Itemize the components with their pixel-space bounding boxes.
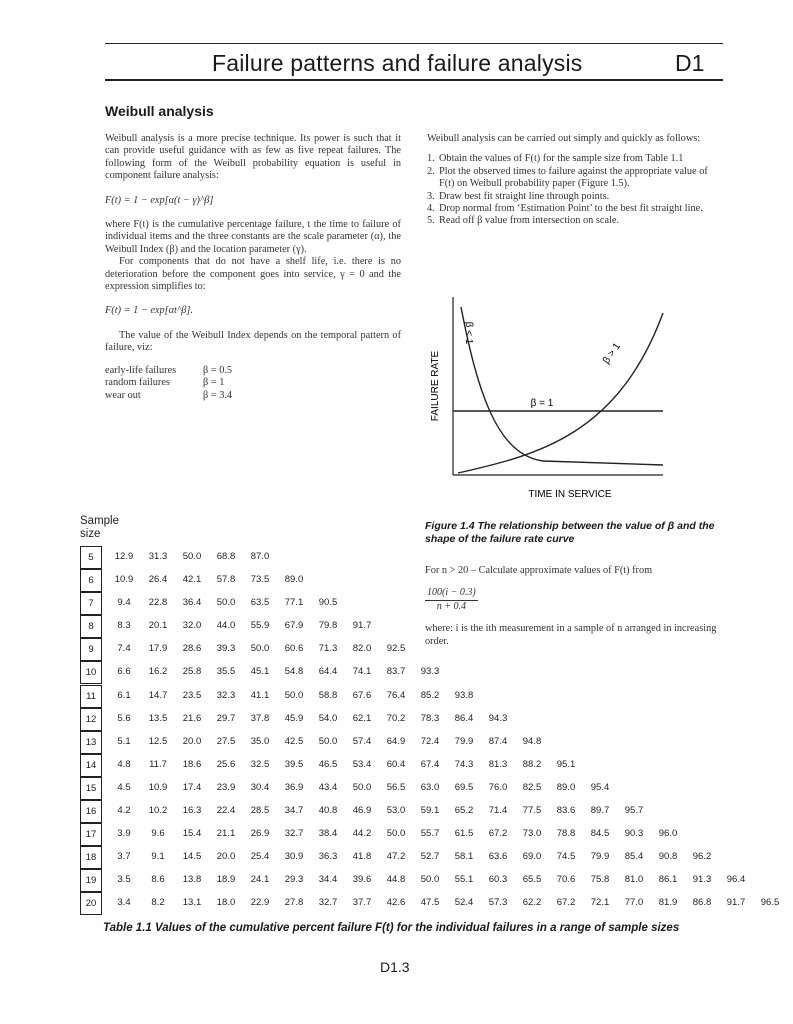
table-cell: 62.1 [352,712,372,724]
table-cell: 44.0 [216,620,236,632]
table-cell: 67.2 [556,897,576,909]
table-cell: 44.8 [386,874,406,886]
table-row [80,846,780,869]
table-cell: 81.3 [488,758,508,770]
table-cell: 52.4 [454,897,474,909]
table-cell: 64.4 [318,666,338,678]
table-cell: 18.9 [216,874,236,886]
table-cell: 11.7 [149,758,167,770]
table-cell: 58.8 [318,689,338,701]
table-cell: 32.0 [182,620,202,632]
table-cell: 79.8 [318,620,338,632]
list-item: 1. Obtain the values of F(t) for the sample size from Table 1.1 [427,153,684,165]
table-cell: 84.5 [590,828,610,840]
table-cell: 39.6 [352,874,372,886]
table-cell: 72.1 [590,897,610,909]
table-cell: 71.3 [318,643,338,655]
table-cell: 46.5 [318,758,338,770]
table-cell: 67.2 [488,828,508,840]
table-cell: 22.8 [148,597,168,609]
table-cell: 16.2 [148,666,168,678]
table-cell: 4.2 [117,805,131,817]
table-cell: 54.0 [318,712,338,724]
label-beta-less-than-1: β < 1 [463,321,474,345]
table-caption: Table 1.1 Values of the cumulative percent failure F(t) for the individual failures in a range of sample sizes [103,922,680,934]
label-beta-equals-1: β = 1 [530,398,554,409]
table-cell: 6.1 [117,689,131,701]
failure-table [80,546,780,916]
table-cell: 20.0 [216,851,236,863]
table-cell: 3.7 [117,851,131,863]
table-cell: 79.9 [590,851,610,863]
table-cell: 89.0 [284,574,304,586]
table-cell: 45.9 [284,712,304,724]
table-cell: 13.1 [182,897,202,909]
shelf-life-paragraph: For components that do not have a shelf life, i.e. there is no deterioration before the component goes into service, γ = 0 and the expression simplifies to: [105,256,401,293]
table-cell: 10.2 [148,805,168,817]
table-cell: 8.3 [117,620,131,632]
page-title: Failure patterns and failure analysis [212,50,583,76]
table-cell: 77.5 [522,805,542,817]
table-cell: 95.7 [624,805,644,817]
table-cell: 8.2 [151,897,165,909]
table-cell: 54.8 [284,666,304,678]
table-cell: 77.1 [284,597,304,609]
table-row [80,592,780,615]
table-cell: 25.4 [250,851,270,863]
table-cell: 40.8 [318,805,338,817]
table-cell: 63.0 [420,781,440,793]
sample-size-cell: 15 [80,777,102,800]
table-row [80,638,780,661]
table-cell: 34.7 [284,805,304,817]
table-cell: 36.9 [284,781,304,793]
table-cell: 57.3 [488,897,508,909]
table-cell: 90.3 [624,828,644,840]
sample-size-cell: 20 [80,892,102,915]
table-cell: 79.9 [454,735,474,747]
table-cell: 87.4 [488,735,508,747]
sample-size-cell: 6 [80,569,102,592]
table-cell: 91.7 [352,620,372,632]
table-cell: 5.1 [117,735,131,747]
header-top-rule [105,43,723,44]
table-cell: 95.1 [556,758,576,770]
table-cell: 36.4 [182,597,202,609]
sample-size-cell: 10 [80,661,102,684]
table-cell: 10.9 [114,574,134,586]
table-cell: 39.5 [284,758,304,770]
table-cell: 22.4 [216,805,236,817]
table-cell: 32.5 [250,758,270,770]
label-beta-greater-than-1: β > 1 [600,341,623,367]
beta-value-list [105,365,401,402]
table-cell: 41.1 [250,689,270,701]
table-cell: 65.2 [454,805,474,817]
table-row [80,569,780,592]
table-cell: 89.7 [590,805,610,817]
table-cell: 83.6 [556,805,576,817]
sample-size-cell: 19 [80,869,102,892]
table-cell: 50.0 [420,874,440,886]
table-cell: 53.0 [386,805,406,817]
table-cell: 90.5 [318,597,338,609]
table-cell: 50.0 [352,781,372,793]
table-cell: 83.7 [386,666,406,678]
table-cell: 86.8 [692,897,712,909]
sample-size-cell: 17 [80,823,102,846]
table-cell: 67.9 [284,620,304,632]
definition-paragraph: where F(t) is the cumulative percentage failure, t the time to failure of individual items and the three constants are the scale parameter (α), the Weibull Index (β) and the location parameter (γ). [105,219,401,255]
table-cell: 85.2 [420,689,440,701]
table-cell: 42.5 [284,735,304,747]
weibull-formula: F(t) = 1 − exp[α(t − γ)^β] [105,194,214,206]
table-cell: 78.3 [420,712,440,724]
table-cell: 3.9 [117,828,131,840]
table-cell: 67.4 [420,758,440,770]
table-cell: 7.4 [117,643,131,655]
table-cell: 63.6 [488,851,508,863]
series-beta-less-than-1 [461,307,663,465]
sample-size-cell: 7 [80,592,102,615]
table-cell: 73.5 [250,574,270,586]
table-cell: 18.6 [182,758,202,770]
table-cell: 47.5 [420,897,440,909]
procedure-steps [427,153,723,227]
table-cell: 69.0 [522,851,542,863]
table-cell: 74.3 [454,758,474,770]
list-item: 5. Read off β value from intersection on scale. [427,215,620,227]
table-cell: 91.7 [726,897,746,909]
calc-where: where: i is the ith measurement in a sample of n arranged in increasing order. [425,623,717,647]
table-cell: 30.9 [284,851,304,863]
table-cell: 23.5 [182,689,202,701]
sample-size-cell: 16 [80,800,102,823]
table-cell: 24.1 [250,874,270,886]
index-intro-paragraph: The value of the Weibull Index depends on the temporal pattern of failure, viz: [105,329,401,354]
header-underline [105,79,723,81]
table-cell: 70.2 [386,712,406,724]
table-cell: 22.9 [250,897,270,909]
table-cell: 14.7 [148,689,168,701]
table-cell: 93.8 [454,689,474,701]
sample-size-cell: 13 [80,731,102,754]
table-cell: 78.8 [556,828,576,840]
table-cell: 3.5 [117,874,131,886]
table-cell: 86.1 [658,874,678,886]
left-column [105,133,401,402]
table-cell: 26.4 [148,574,168,586]
intro-paragraph: Weibull analysis is a more precise technique. Its power is such that it can provide useful guidance with as few as five repeat failures. The following form of the Weibull probability equation is useful in component failure analysis: [105,133,401,182]
table-cell: 87.0 [250,551,270,562]
table-cell: 26.9 [250,828,270,840]
table-cell: 50.0 [386,828,406,840]
beta-row: early-life failures β = 0.5 [105,364,233,376]
table-cell: 16.3 [182,805,202,817]
table-cell: 45.1 [250,666,270,678]
table-cell: 53.4 [352,758,372,770]
table-cell: 60.4 [386,758,406,770]
table-cell: 39.3 [216,643,236,655]
table-cell: 70.6 [556,874,576,886]
section-heading: Weibull analysis [105,103,214,119]
table-cell: 43.4 [318,781,338,793]
table-cell: 29.3 [284,874,304,886]
table-cell: 32.7 [318,897,338,909]
table-cell: 47.2 [386,851,406,863]
table-cell: 32.7 [284,828,304,840]
x-axis-label: TIME IN SERVICE [528,489,612,500]
table-cell: 3.4 [117,897,131,909]
table-cell: 28.5 [250,805,270,817]
table-cell: 25.6 [216,758,236,770]
beta-row: random failures β = 1 [105,377,225,389]
table-cell: 82.0 [352,643,372,655]
table-cell: 37.8 [250,712,270,724]
table-cell: 55.1 [454,874,474,886]
table-cell: 63.5 [250,597,270,609]
table-cell: 96.4 [726,874,746,886]
sample-size-cell: 8 [80,615,102,638]
table-cell: 12.5 [148,735,168,747]
table-cell: 71.4 [488,805,508,817]
table-cell: 17.4 [182,781,202,793]
table-cell: 13.5 [148,712,168,724]
failure-rate-chart [418,285,718,500]
table-cell: 50.0 [250,643,270,655]
table-cell: 57.4 [352,735,372,747]
sample-size-cell: 18 [80,846,102,869]
table-cell: 96.5 [760,897,780,909]
table-cell: 31.3 [148,551,168,562]
table-cell: 6.6 [117,666,131,678]
table-cell: 21.1 [216,828,236,840]
table-cell: 25.8 [182,666,202,678]
table-cell: 95.4 [590,781,610,793]
table-cell: 89.0 [556,781,576,793]
table-cell: 21.6 [182,712,202,724]
table-cell: 69.5 [454,781,474,793]
table-row [80,777,780,800]
table-cell: 50.0 [182,551,202,562]
sample-size-cell: 9 [80,638,102,661]
table-cell: 14.5 [182,851,202,863]
table-cell: 41.8 [352,851,372,863]
table-cell: 55.7 [420,828,440,840]
table-cell: 52.7 [420,851,440,863]
table-cell: 56.5 [386,781,406,793]
table-cell: 50.0 [216,597,236,609]
table-row [80,800,780,823]
table-cell: 32.3 [216,689,236,701]
table-cell: 93.3 [420,666,440,678]
table-cell: 74.5 [556,851,576,863]
table-row [80,754,780,777]
table-cell: 72.4 [420,735,440,747]
table-row [80,615,780,638]
chapter-code: D1 [675,50,705,76]
table-cell: 90.8 [658,851,678,863]
table-cell: 38.4 [318,828,338,840]
table-cell: 58.1 [454,851,474,863]
table-cell: 13.8 [182,874,202,886]
table-row [80,708,780,731]
table-cell: 94.8 [522,735,542,747]
table-cell: 60.6 [284,643,304,655]
steps-intro: Weibull analysis can be carried out simply and quickly as follows: [427,133,701,144]
table-cell: 64.9 [386,735,406,747]
table-cell: 86.4 [454,712,474,724]
list-item: 4. Drop normal from ‘Estimation Point’ to the best fit straight line. [427,203,703,215]
table-cell: 28.6 [182,643,202,655]
right-column [427,133,723,228]
table-cell: 30.4 [250,781,270,793]
table-cell: 4.5 [117,781,131,793]
table-cell: 55.9 [250,620,270,632]
table-row [80,869,780,892]
sample-size-cell: 11 [80,685,102,708]
table-row [80,731,780,754]
table-row [80,823,780,846]
table-cell: 20.0 [182,735,202,747]
table-cell: 67.6 [352,689,372,701]
table-row [80,892,780,915]
table-cell: 12.9 [114,551,134,562]
y-axis-label: FAILURE RATE [430,350,441,422]
table-cell: 8.6 [151,874,165,886]
table-cell: 60.3 [488,874,508,886]
table-cell: 27.5 [216,735,236,747]
table-cell: 82.5 [522,781,542,793]
table-cell: 75.8 [590,874,610,886]
table-cell: 27.8 [284,897,304,909]
table-cell: 42.6 [386,897,406,909]
fraction-denominator: n + 0.4 [436,600,466,612]
table-cell: 50.0 [284,689,304,701]
calc-text: For n > 20 – Calculate approximate values of F(t) from [425,565,653,576]
table-cell: 9.6 [151,828,165,840]
table-cell: 61.5 [454,828,474,840]
table-cell: 46.9 [352,805,372,817]
table-cell: 92.5 [386,643,406,655]
table-cell: 15.4 [182,828,202,840]
table-cell: 76.0 [488,781,508,793]
table-cell: 9.4 [117,597,131,609]
table-cell: 57.8 [216,574,236,586]
table-cell: 5.6 [117,712,131,724]
table-cell: 20.1 [148,620,168,632]
table-cell: 91.3 [692,874,712,886]
table-cell: 59.1 [420,805,440,817]
table-row [80,661,780,684]
page-number: D1.3 [380,959,410,975]
table-cell: 85.4 [624,851,644,863]
table-cell: 96.0 [658,828,678,840]
table-cell: 18.0 [216,897,236,909]
sample-size-cell: 5 [80,546,102,569]
table-cell: 34.4 [318,874,338,886]
table-cell: 73.0 [522,828,542,840]
table-cell: 35.5 [216,666,236,678]
list-item: 3. Draw best fit straight line through points. [427,190,610,202]
table-cell: 42.1 [182,574,202,586]
simplified-formula: F(t) = 1 − exp[αt^β]. [105,305,193,317]
table-cell: 77.0 [624,897,644,909]
beta-row: wear out β = 3.4 [105,389,233,401]
table-cell: 29.7 [216,712,236,724]
table-cell: 36.3 [318,851,338,863]
table-cell: 68.8 [216,551,236,562]
fraction-numerator: 100(i − 0.3) [425,587,478,600]
table-cell: 37.7 [352,897,372,909]
table-cell: 62.2 [522,897,542,909]
table-cell: 50.0 [318,735,338,747]
table-cell: 17.9 [148,643,168,655]
table-cell: 23.9 [216,781,236,793]
table-cell: 44.2 [352,828,372,840]
table-cell: 35.0 [250,735,270,747]
table-cell: 4.8 [117,758,131,770]
sample-size-cell: 12 [80,708,102,731]
series-beta-greater-than-1 [458,313,663,473]
table-cell: 9.1 [151,851,165,863]
table-row [80,685,780,708]
table-cell: 65.5 [522,874,542,886]
table-cell: 81.9 [658,897,678,909]
table-cell: 94.3 [488,712,508,724]
list-item: 2. Plot the observed times to failure against the appropriate value of F(t) on Weibull probability paper (Figure 1.5). [427,165,708,190]
table-cell: 10.9 [148,781,168,793]
sample-size-cell: 14 [80,754,102,777]
table-row [80,546,780,569]
figure-caption: Figure 1.4 The relationship between the value of β and the shape of the failure rate curve [425,520,715,545]
sample-size-label: Sample size [80,515,119,540]
table-cell: 88.2 [522,758,542,770]
table-cell: 81.0 [624,874,644,886]
table-cell: 74.1 [352,666,372,678]
table-cell: 96.2 [692,851,712,863]
table-cell: 76.4 [386,689,406,701]
